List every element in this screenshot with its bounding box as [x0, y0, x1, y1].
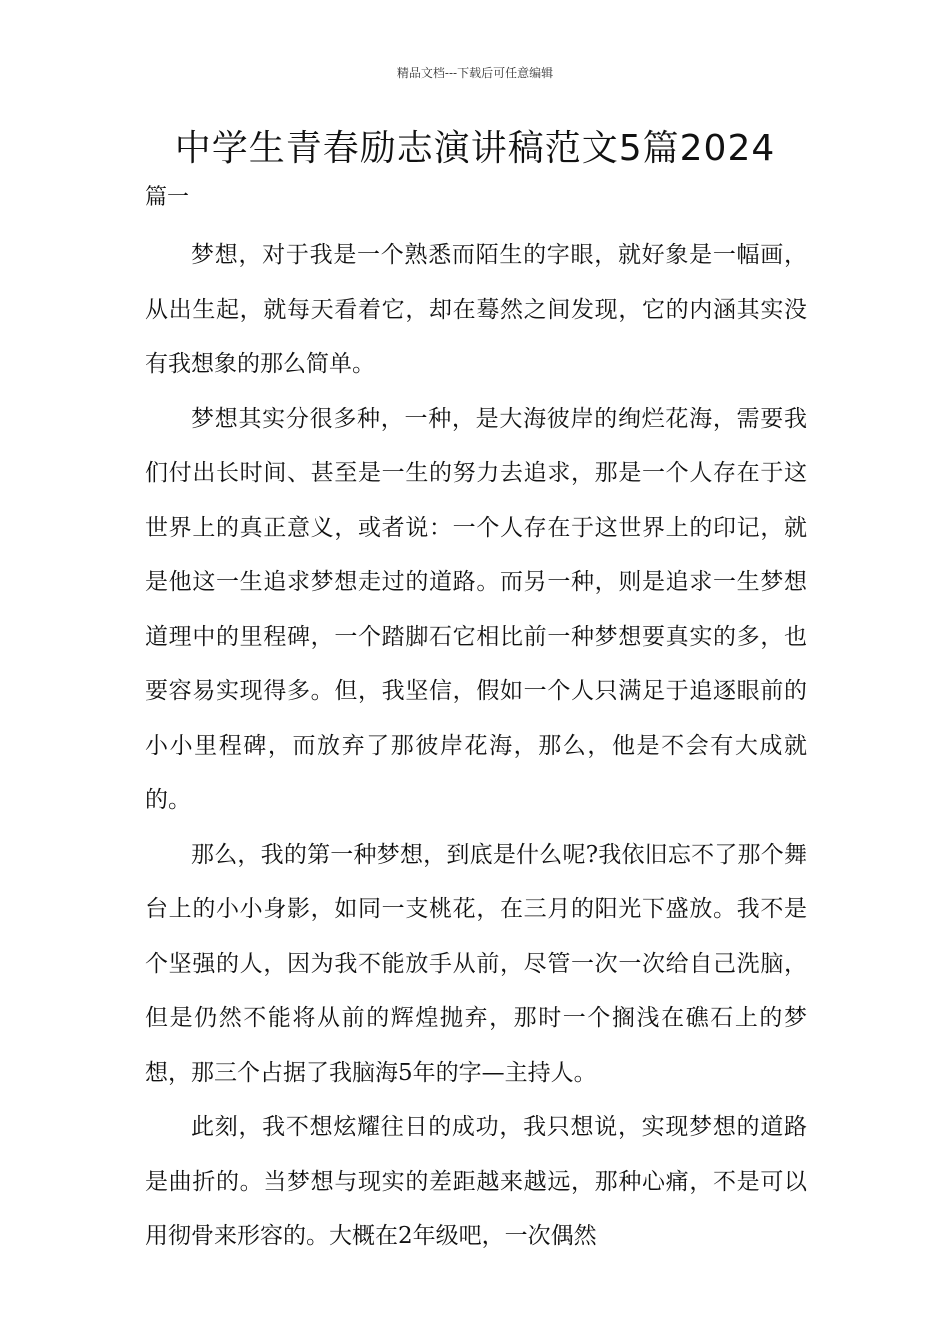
- paragraph: 梦想其实分很多种，一种，是大海彼岸的绚烂花海，需要我们付出长时间、甚至是一生的努力去追求，那是一个人存在于这世界上的真正意义，或者说：一个人存在于这世界上的印记，就是他这一生追求梦想走过的道路。而另一种，则是追求一生梦想道理中的里程碑，一个踏脚石它相比前一种梦想要真实的多，也要容易实现得多。但，我坚信，假如一个人只满足于追逐眼前的小小里程碑，而放弃了那彼岸花海，那么，他是不会有大成就的。: [145, 405, 807, 813]
- document-title: 中学生青春励志演讲稿范文5篇2024: [174, 128, 776, 169]
- section-label: 篇一: [145, 185, 190, 210]
- paragraph: 那么，我的第一种梦想，到底是什么呢?我依旧忘不了那个舞台上的小小身影，如同一支桃花，在三月的阳光下盛放。我不是个坚强的人，因为我不能放手从前，尽管一次一次给自己洗脑，但是仍然不能将从前的辉煌抛弃，那时一个搁浅在礁石上的梦想，那三个占据了我脑海5年的字—主持人。: [145, 841, 807, 1086]
- body-text: [145, 228, 807, 1264]
- paragraph: 此刻，我不想炫耀往日的成功，我只想说，实现梦想的道路是曲折的。当梦想与现实的差距越来越远，那种心痛，不是可以用彻骨来形容的。大概在2年级吧，一次偶然: [145, 1114, 807, 1249]
- paragraph: 梦想，对于我是一个熟悉而陌生的字眼，就好象是一幅画，从出生起，就每天看着它，却在蓦然之间发现，它的内涵其实没有我想象的那么简单。: [145, 242, 807, 377]
- header-note: 精品文档---下载后可任意编辑: [396, 66, 554, 80]
